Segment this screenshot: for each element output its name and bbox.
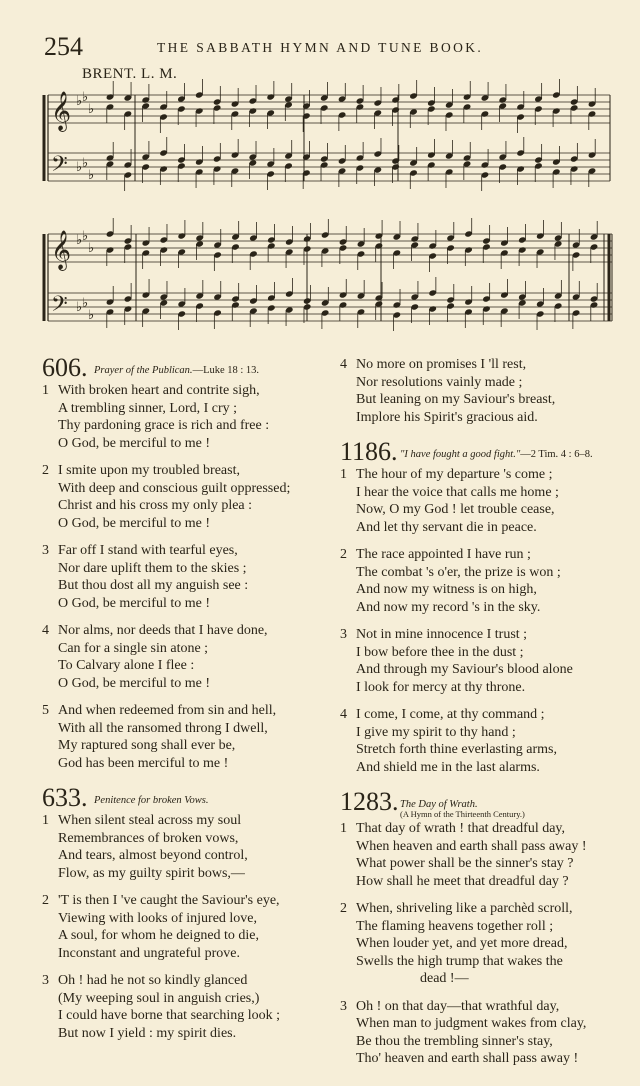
verse-line: [340, 644, 616, 662]
line-text: The hour of my departure 's come ;: [356, 467, 553, 482]
verse-line: [42, 892, 330, 910]
line-text: And now my witness is on high,: [356, 582, 537, 597]
hymn-title-text: The Day of Wrath.: [400, 799, 478, 810]
line-text: O God, be merciful to me !: [58, 675, 211, 691]
line-text: Not in mine innocence I trust ;: [356, 627, 528, 642]
line-text: A soul, for whom he deigned to die,: [58, 928, 260, 943]
line-text: When man to judgment wakes from clay,: [356, 1016, 587, 1031]
stanza-number: 1: [42, 383, 49, 398]
hymn-block: [42, 783, 330, 1042]
line-text: Stretch forth thine everlasting arms,: [356, 742, 557, 757]
hymn-block: [340, 437, 616, 776]
flat-icon: ♭: [88, 308, 95, 323]
line-text: That day of wrath ! that dreadful day,: [356, 821, 566, 836]
line-text: O God, be merciful to me !: [58, 515, 211, 531]
line-text: When, shriveling like a parchèd scroll,: [356, 901, 573, 916]
treble-clef-icon: 𝄞: [51, 91, 72, 131]
line-text: How shall he meet that dreadful day ?: [356, 873, 569, 889]
verse-line: [340, 519, 616, 537]
verse-line: [42, 560, 330, 578]
stanza: [340, 546, 616, 616]
tune-name: BRENT. L. M.: [82, 66, 178, 82]
line-text: 'T is then I 've caught the Saviour's eye,: [58, 893, 280, 908]
line-text: Be thou the trembling sinner's stay,: [356, 1033, 553, 1049]
stanza: [340, 466, 616, 536]
hymn-block: [340, 787, 616, 1068]
hymn-heading: [42, 353, 330, 382]
verse-line: [42, 622, 330, 640]
flat-icon: ♭: [82, 156, 89, 171]
verse-line: [340, 741, 616, 759]
verse-line: [42, 400, 330, 418]
verse-line: [42, 577, 330, 595]
line-text: I look for mercy at thy throne.: [356, 679, 526, 695]
verse-line: [340, 599, 616, 617]
stanza-number: 1: [340, 821, 347, 836]
hymn-block: [42, 353, 330, 772]
stanza: [42, 462, 330, 532]
verse-line: [340, 661, 616, 679]
stanza: [42, 702, 330, 772]
hymn-number: 606.: [42, 353, 88, 382]
flat-icon: ♭: [82, 90, 89, 105]
verse-line: [340, 484, 616, 502]
verse-line: [42, 515, 330, 533]
line-text: (My weeping soul in anguish cries,): [58, 990, 260, 1006]
verse-line: [42, 865, 330, 883]
flat-icon: ♭: [88, 102, 95, 117]
line-text: And when redeemed from sin and hell,: [58, 703, 277, 718]
verse-line: [340, 409, 616, 427]
line-text: Remembrances of broken vows,: [58, 830, 239, 846]
flat-icon: ♭: [76, 300, 83, 315]
line-text: When louder yet, and yet more dread,: [356, 936, 568, 951]
verse-line: [42, 595, 330, 613]
flat-icon: ♭: [82, 296, 89, 311]
verse-line: [340, 706, 616, 724]
line-text: I could have borne that searching look ;: [58, 1008, 280, 1023]
line-text: Can for a single sin atone ;: [58, 640, 209, 656]
verse-line: [340, 1050, 616, 1068]
stanza-number: 4: [340, 357, 347, 372]
verse-line: [42, 737, 330, 755]
verse-line: [42, 542, 330, 560]
line-text: Far off I stand with tearful eyes,: [58, 543, 238, 558]
line-text: But leaning on my Saviour's breast,: [356, 392, 556, 407]
treble-clef-icon: 𝄞: [51, 230, 72, 270]
line-text: Nor alms, nor deeds that I have done,: [58, 623, 268, 638]
line-text: I bow before thee in the dust ;: [356, 644, 524, 660]
line-text: I come, I come, at thy command ;: [356, 707, 545, 722]
line-text: I give my spirit to thy hand ;: [356, 724, 516, 740]
line-text: My raptured song shall ever be,: [58, 738, 236, 753]
line-text: To Calvary alone I flee :: [58, 658, 195, 673]
hymn-heading: [340, 437, 616, 466]
verse-line: [340, 581, 616, 599]
verse-line: [42, 462, 330, 480]
flat-icon: ♭: [88, 168, 95, 183]
page-number: 254: [44, 32, 83, 61]
hymn-title-text: Prayer of the Publican.: [94, 365, 193, 376]
left-column: [42, 353, 330, 1056]
stanza-number: 2: [42, 463, 49, 478]
verse-line: [340, 759, 616, 777]
stanza-number: 2: [42, 893, 49, 908]
verse-line: [340, 564, 616, 582]
verse-line: [340, 820, 616, 838]
line-text: I hear the voice that calls me home ;: [356, 484, 559, 500]
bass-clef-icon: 𝄢: [51, 292, 68, 322]
stanza-number: 3: [340, 627, 347, 642]
hymn-heading: [42, 783, 330, 812]
flat-icon: ♭: [88, 241, 95, 256]
verse-line: [340, 391, 616, 409]
line-text: And now my record 's in the sky.: [356, 599, 541, 615]
stanza: [42, 812, 330, 882]
line-text: With deep and conscious guilt oppressed;: [58, 480, 291, 496]
stanza-number: 3: [42, 973, 49, 988]
verse-line: [42, 1025, 330, 1043]
stanza: [42, 972, 330, 1042]
verse-line: [42, 847, 330, 865]
verse-line: [340, 935, 616, 953]
stanza: [340, 626, 616, 696]
verse-line: [340, 900, 616, 918]
verse-line: [340, 679, 616, 697]
verse-line: [42, 1007, 330, 1025]
line-text: What power shall be the sinner's stay ?: [356, 856, 574, 871]
line-text: With all the ransomed throng I dwell,: [58, 720, 268, 736]
verse-line: [340, 970, 616, 988]
verse-line: [340, 546, 616, 564]
stanza: [42, 892, 330, 962]
verse-line: [340, 873, 616, 891]
flat-icon: ♭: [76, 94, 83, 109]
line-text: And tears, almost beyond control,: [58, 848, 248, 863]
stanza-number: 3: [340, 998, 347, 1014]
stanza: [340, 356, 616, 426]
hymn-number: 1283.: [340, 787, 399, 816]
line-text: Oh ! on that day—that wrathful day,: [356, 998, 560, 1014]
line-text: With broken heart and contrite sigh,: [58, 383, 260, 398]
line-text: When silent steal across my soul: [58, 813, 242, 828]
verse-line: [42, 435, 330, 453]
stanza-number: 1: [340, 467, 347, 482]
stanza-number: 2: [340, 901, 347, 916]
verse-line: [42, 657, 330, 675]
line-text: Now, O my God ! let trouble cease,: [356, 502, 555, 517]
verse-line: [42, 945, 330, 963]
scripture-reference: —2 Tim. 4 : 6–8.: [520, 449, 593, 460]
flat-icon: ♭: [76, 233, 83, 248]
stanza: [42, 542, 330, 612]
stanza-number: 2: [340, 547, 347, 562]
verse-line: [340, 626, 616, 644]
verse-line: [42, 972, 330, 990]
verse-line: [340, 374, 616, 392]
stanza-number: 3: [42, 543, 49, 558]
verse-line: [42, 702, 330, 720]
verse-line: [42, 720, 330, 738]
stanza-number: 4: [340, 707, 347, 722]
verse-line: [42, 927, 330, 945]
hymn-heading: [340, 787, 616, 819]
line-text: A trembling sinner, Lord, I cry ;: [58, 400, 238, 416]
verse-line: [42, 990, 330, 1008]
line-text: I smite upon my troubled breast,: [58, 463, 240, 478]
line-text: And through my Saviour's blood alone: [356, 662, 573, 677]
line-text: When heaven and earth shall pass away !: [356, 838, 587, 854]
line-text: The combat 's o'er, the prize is won ;: [356, 564, 561, 580]
hymn-number: 1186.: [340, 437, 398, 466]
line-text: Viewing with looks of injured love,: [58, 910, 258, 926]
line-text: dead !—: [420, 971, 469, 986]
verse-line: [340, 998, 616, 1016]
line-text: Flow, as my guilty spirit bows,—: [58, 865, 245, 881]
line-text: O God, be merciful to me !: [58, 435, 211, 451]
line-text: But now I yield : my spirit dies.: [58, 1025, 237, 1041]
verse-line: [340, 918, 616, 936]
flat-icon: ♭: [82, 229, 89, 244]
verse-line: [340, 724, 616, 742]
stanza-number: 1: [42, 813, 49, 828]
line-text: O God, be merciful to me !: [58, 595, 211, 611]
verse-line: [340, 466, 616, 484]
stanza: [340, 998, 616, 1068]
verse-line: [42, 417, 330, 435]
hymn-title: [400, 449, 593, 460]
line-text: No more on promises I 'll rest,: [356, 357, 527, 372]
stanza: [340, 706, 616, 776]
verse-line: [340, 356, 616, 374]
music-score: [0, 0, 640, 340]
verse-line: [42, 830, 330, 848]
line-text: The flaming heavens together roll ;: [356, 918, 554, 934]
verse-line: [340, 953, 616, 971]
line-text: Thy pardoning grace is rich and free :: [58, 418, 270, 433]
hymn-title: [94, 795, 209, 806]
hymn-title-text: Penitence for broken Vows.: [94, 795, 209, 806]
scripture-reference: —Luke 18 : 13.: [192, 365, 260, 376]
verse-line: [42, 497, 330, 515]
bass-clef-icon: 𝄢: [51, 152, 68, 182]
verse-line: [42, 812, 330, 830]
running-title: THE SABBATH HYMN AND TUNE BOOK.: [157, 40, 484, 55]
verse-line: [42, 755, 330, 773]
verse-line: [42, 480, 330, 498]
stanza: [42, 382, 330, 452]
hymn-number: 633.: [42, 783, 88, 812]
verse-line: [340, 1033, 616, 1051]
line-text: Swells the high trump that wakes the: [356, 953, 563, 969]
stanza: [340, 900, 616, 988]
line-text: Tho' heaven and earth shall pass away !: [356, 1051, 579, 1066]
verse-line: [340, 501, 616, 519]
right-column: [340, 356, 616, 1082]
line-text: Nor resolutions vainly made ;: [356, 374, 523, 390]
verse-line: [340, 1015, 616, 1033]
line-text: But thou dost all my anguish see :: [58, 578, 249, 593]
verse-line: [42, 382, 330, 400]
line-text: Oh ! had he not so kindly glanced: [58, 973, 248, 988]
hymn-subtitle: (A Hymn of the Thirteenth Century.): [400, 809, 525, 819]
stanza-number: 5: [42, 703, 49, 718]
hymn-block: [340, 356, 616, 426]
line-text: The race appointed I have run ;: [356, 547, 531, 562]
line-text: Implore his Spirit's gracious aid.: [356, 409, 538, 425]
verse-line: [42, 910, 330, 928]
flat-icon: ♭: [76, 160, 83, 175]
hymn-title: [94, 365, 259, 376]
stanza: [42, 622, 330, 692]
verse-line: [340, 855, 616, 873]
stanza-number: 4: [42, 623, 49, 638]
stanza: [340, 820, 616, 890]
line-text: God has been merciful to me !: [58, 755, 229, 771]
verse-line: [42, 640, 330, 658]
line-text: Christ and his cross my only plea :: [58, 498, 253, 513]
line-text: Nor dare uplift them to the skies ;: [58, 560, 247, 576]
line-text: And let thy servant die in peace.: [356, 519, 537, 535]
line-text: And shield me in the last alarms.: [356, 759, 540, 775]
hymn-title-text: "I have fought a good fight.": [400, 449, 521, 460]
line-text: Inconstant and ungrateful prove.: [58, 945, 240, 961]
verse-line: [340, 838, 616, 856]
verse-line: [42, 675, 330, 693]
